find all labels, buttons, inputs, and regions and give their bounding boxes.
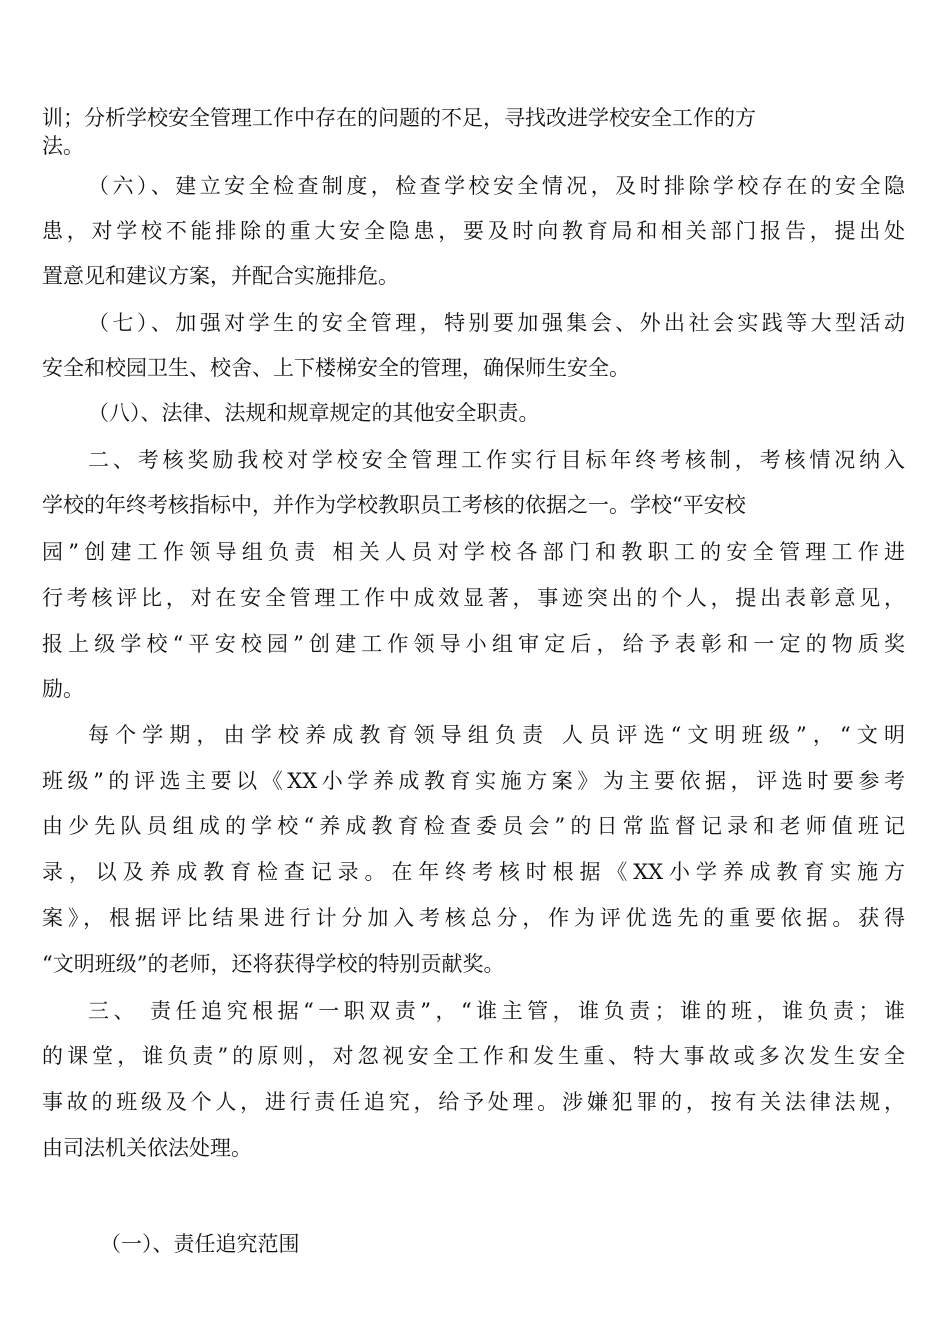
section-3-line: 事故的班级及个人，进行责任追究，给予处理。涉嫌犯罪的，按有关法律法规，: [42, 1090, 905, 1114]
section-3-line: 的课堂，谁负责”的原则，对忽视安全工作和发生重、特大事故或多次发生安全: [42, 1044, 905, 1068]
paragraph-7-line: 安全和校园卫生、校舍、上下楼梯安全的管理，确保师生安全。: [42, 356, 630, 380]
section-2-line: 学校的年终考核指标中，并作为学校教职员工考核的依据之一。学校“平安校: [42, 493, 746, 517]
section-2-line: 二、考核奖励我校对学校安全管理工作实行目标年终考核制，考核情况纳入: [88, 448, 905, 472]
text-line: 法。: [42, 134, 84, 158]
section-2-line: 励。: [42, 677, 84, 701]
subsection-heading: （一）、责任追究范围: [100, 1232, 300, 1256]
paragraph-6-line: 患，对学校不能排除的重大安全隐患，要及时向教育局和相关部门报告，提出处: [42, 219, 905, 243]
section-2-line: 报上级学校“平安校园”创建工作领导小组审定后，给予表彰和一定的物质奖: [42, 632, 905, 656]
civilized-class-line: 由少先队员组成的学校“养成教育检查委员会”的日常监督记录和老师值班记: [42, 814, 905, 838]
text-line: 训；分析学校安全管理工作中存在的问题的不足，寻找改进学校安全工作的方: [42, 106, 756, 130]
paragraph-7-line: （七）、加强对学生的安全管理，特别要加强集会、外出社会实践等大型活动: [88, 311, 905, 335]
paragraph-8-line: （八）、法律、法规和规章规定的其他安全职责。: [88, 401, 540, 425]
section-2-line: 行考核评比，对在安全管理工作中成效显著，事迹突出的个人，提出表彰意见，: [42, 586, 905, 610]
section-3-line: 由司法机关依法处理。: [42, 1136, 252, 1160]
civilized-class-line: 案》，根据评比结果进行计分加入考核总分，作为评优选先的重要依据。获得: [42, 906, 905, 930]
civilized-class-line: 班级”的评选主要以《XX小学养成教育实施方案》为主要依据，评选时要参考: [42, 769, 905, 793]
paragraph-6-line: 置意见和建议方案，并配合实施排危。: [42, 264, 399, 288]
section-3-line: 三、 责任追究根据“一职双责”，“谁主管，谁负责；谁的班，谁负责；谁: [88, 999, 905, 1023]
civilized-class-line: 每个学期，由学校养成教育领导组负责 人员评选“文明班级”，“文明: [88, 723, 905, 747]
paragraph-6-line: （六）、建立安全检查制度，检查学校安全情况，及时排除学校存在的安全隐: [88, 174, 905, 198]
civilized-class-line: “文明班级”的老师，还将获得学校的特别贡献奖。: [42, 952, 505, 976]
section-2-line: 园”创建工作领导组负责 相关人员对学校各部门和教职工的安全管理工作进: [42, 540, 905, 564]
civilized-class-line: 录，以及养成教育检查记录。在年终考核时根据《XX小学养成教育实施方: [42, 860, 905, 884]
